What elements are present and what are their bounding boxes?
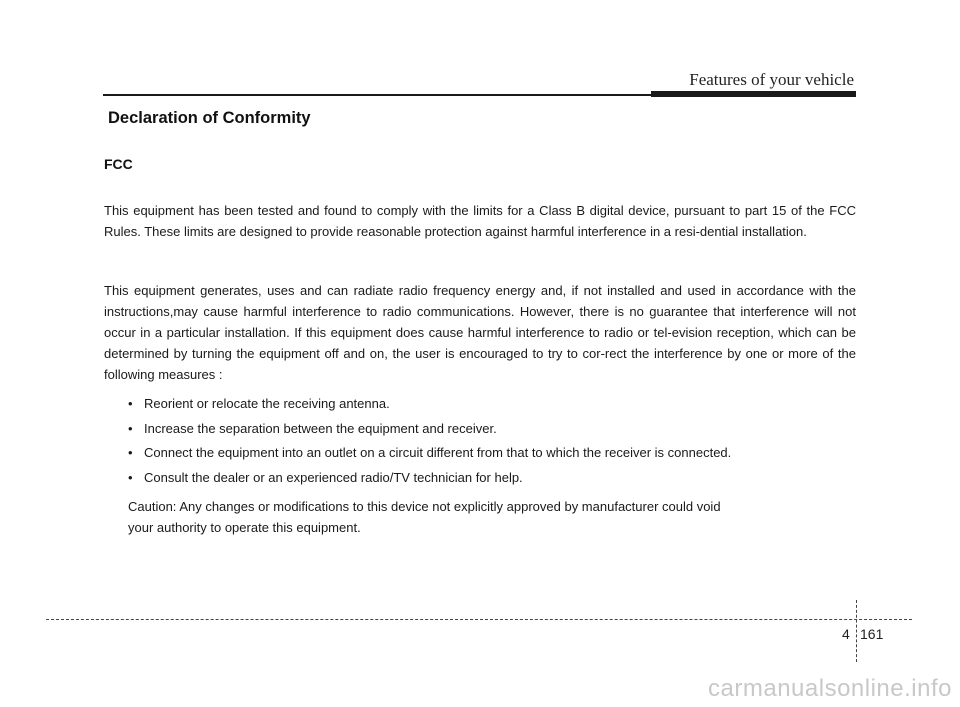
list-item-text: Reorient or relocate the receiving antenna. — [144, 396, 390, 411]
header-rule-thick — [651, 91, 856, 97]
page-number: 161 — [860, 626, 884, 642]
chapter-number: 4 — [842, 626, 850, 642]
list-item — [128, 467, 858, 492]
caution-note — [128, 496, 828, 538]
paragraph-interference: This equipment generates, uses and can radiate radio frequency energy and, if not installed and used in accordance with the instructions,may cause harmful interference to radio communications. However, there is no guarantee that interference will not occur in a particular installation. If this equipment does cause harmful interference to radio or tel-evision reception, which can be determined by turning the equipment off and on, the user is encouraged to try to cor-rect the interference by one or more of the following measures : — [104, 283, 856, 382]
footer-vertical-dashed-rule — [856, 600, 857, 662]
list-item — [128, 442, 858, 467]
section-title: Declaration of Conformity — [108, 109, 311, 127]
measures-list — [128, 393, 858, 491]
bullet-icon: • — [128, 420, 133, 436]
caution-line-2: your authority to operate this equipment. — [128, 520, 361, 535]
list-item — [128, 393, 858, 418]
caution-line-1: Caution: Any changes or modifications to this device not explicitly approved by manufacturer could void — [128, 499, 721, 514]
bullet-icon: • — [128, 445, 133, 460]
list-item-text: Increase the separation between the equipment and receiver. — [144, 420, 497, 436]
list-item — [128, 418, 858, 443]
list-item-text: Connect the equipment into an outlet on a circuit different from that to which the receiver is connected. — [144, 445, 732, 460]
header-rule-thin — [103, 94, 651, 96]
watermark: carmanualsonline.info — [708, 675, 952, 702]
list-item-text: Consult the dealer or an experienced radio/TV technician for help. — [144, 469, 523, 485]
running-header-title: Features of your vehicle — [689, 70, 854, 89]
bullet-icon: • — [128, 469, 133, 485]
paragraph-compliance: This equipment has been tested and found to comply with the limits for a Class B digital device, pursuant to part 15 of the FCC Rules. These limits are designed to provide reasonable protection against harmful interference in a resi-dential installation. — [104, 203, 856, 239]
footer-dashed-rule — [46, 619, 912, 620]
fcc-heading: FCC — [104, 156, 133, 172]
bullet-icon: • — [128, 396, 133, 411]
